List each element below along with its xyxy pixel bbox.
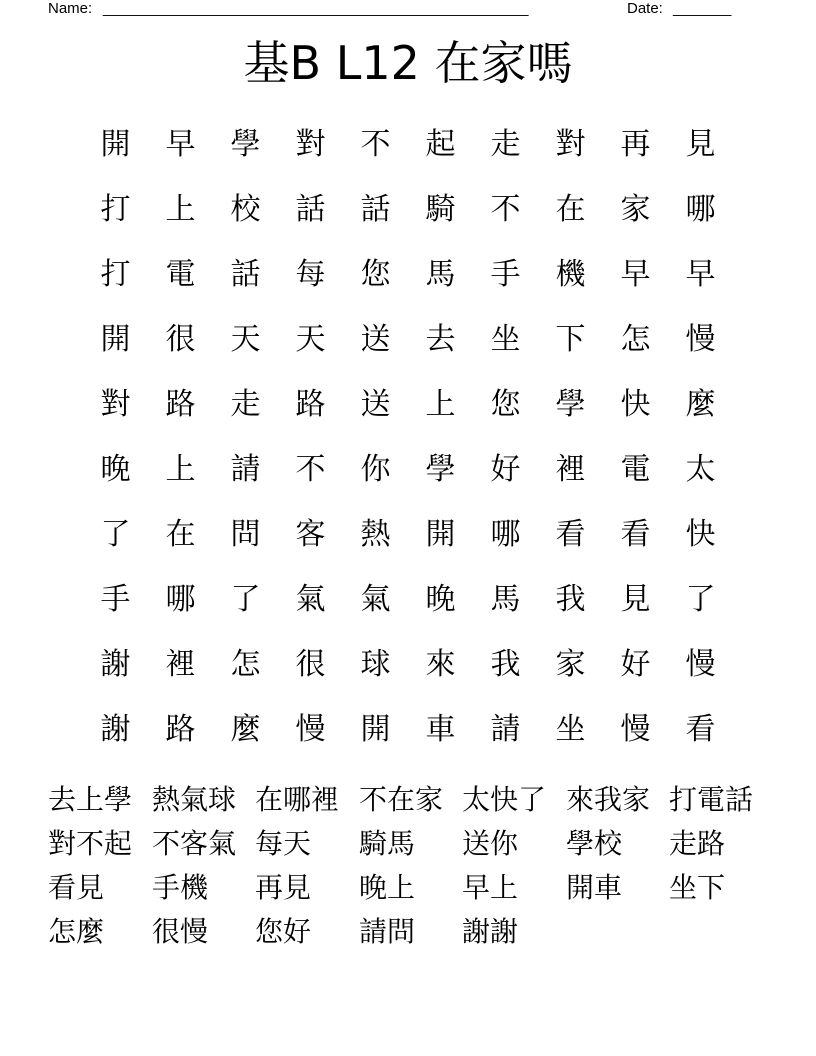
grid-cell: 了 (685, 582, 716, 617)
word-bank-item: 請問 (359, 915, 416, 948)
word-bank-item: 去上學 (48, 783, 133, 816)
grid-cell: 打 (100, 257, 131, 292)
grid-cell: 學 (425, 452, 456, 487)
name-date-header (48, 0, 748, 20)
word-bank-item: 每天 (255, 827, 312, 860)
grid-cell: 不 (490, 192, 521, 227)
word-bank-item: 熱氣球 (152, 783, 237, 816)
grid-cell: 路 (165, 712, 196, 747)
grid-cell: 慢 (685, 322, 716, 357)
grid-cell: 裡 (555, 452, 586, 487)
grid-cell: 你 (360, 452, 391, 487)
grid-cell: 哪 (165, 582, 196, 617)
grid-row (0, 242, 816, 307)
date-label: Date: (627, 0, 663, 17)
word-bank-item: 太快了 (462, 783, 547, 816)
grid-cell: 請 (230, 452, 261, 487)
grid-cell: 每 (295, 257, 326, 292)
grid-cell: 對 (100, 387, 131, 422)
grid-row (0, 567, 816, 632)
grid-cell: 您 (490, 387, 521, 422)
grid-cell: 家 (620, 192, 651, 227)
grid-cell: 學 (230, 127, 261, 162)
grid-cell: 哪 (685, 192, 716, 227)
grid-cell: 送 (360, 387, 391, 422)
grid-cell: 不 (295, 452, 326, 487)
grid-cell: 麼 (230, 712, 261, 747)
grid-cell: 車 (425, 712, 456, 747)
grid-cell: 路 (295, 387, 326, 422)
grid-cell: 見 (685, 127, 716, 162)
grid-cell: 謝 (100, 712, 131, 747)
word-bank-row (48, 822, 788, 866)
grid-cell: 裡 (165, 647, 196, 682)
grid-row (0, 372, 816, 437)
grid-cell: 氣 (360, 582, 391, 617)
word-bank-item: 對不起 (48, 827, 133, 860)
grid-cell: 氣 (295, 582, 326, 617)
grid-cell: 天 (295, 322, 326, 357)
grid-cell: 電 (620, 452, 651, 487)
grid-cell: 看 (620, 517, 651, 552)
grid-cell: 電 (165, 257, 196, 292)
grid-cell: 慢 (295, 712, 326, 747)
word-bank-item: 再見 (255, 871, 312, 904)
grid-cell: 對 (555, 127, 586, 162)
word-bank (48, 778, 788, 958)
grid-cell: 去 (425, 322, 456, 357)
grid-cell: 開 (100, 127, 131, 162)
word-bank-row (48, 778, 788, 822)
grid-cell: 在 (555, 192, 586, 227)
grid-cell: 好 (490, 452, 521, 487)
grid-cell: 早 (165, 127, 196, 162)
grid-cell: 馬 (425, 257, 456, 292)
grid-cell: 坐 (490, 322, 521, 357)
word-bank-item: 開車 (566, 871, 623, 904)
word-bank-item: 打電話 (669, 783, 754, 816)
grid-cell: 早 (685, 257, 716, 292)
grid-cell: 上 (425, 387, 456, 422)
grid-cell: 開 (360, 712, 391, 747)
word-bank-item: 您好 (255, 915, 312, 948)
grid-cell: 校 (230, 192, 261, 227)
grid-cell: 了 (230, 582, 261, 617)
grid-cell: 球 (360, 647, 391, 682)
word-bank-item: 很慢 (152, 915, 209, 948)
grid-cell: 學 (555, 387, 586, 422)
word-bank-item: 送你 (462, 827, 519, 860)
grid-cell: 太 (685, 452, 716, 487)
grid-row (0, 697, 816, 762)
grid-cell: 很 (295, 647, 326, 682)
grid-cell: 天 (230, 322, 261, 357)
grid-cell: 馬 (490, 582, 521, 617)
word-bank-item: 晚上 (359, 871, 416, 904)
grid-cell: 我 (555, 582, 586, 617)
grid-cell: 麼 (685, 387, 716, 422)
grid-cell: 來 (425, 647, 456, 682)
grid-cell: 快 (620, 387, 651, 422)
grid-row (0, 307, 816, 372)
grid-cell: 看 (555, 517, 586, 552)
grid-cell: 謝 (100, 647, 131, 682)
grid-cell: 走 (490, 127, 521, 162)
word-bank-item: 怎麼 (48, 915, 105, 948)
grid-cell: 好 (620, 647, 651, 682)
grid-cell: 早 (620, 257, 651, 292)
grid-cell: 坐 (555, 712, 586, 747)
grid-cell: 打 (100, 192, 131, 227)
word-bank-item: 坐下 (669, 871, 726, 904)
grid-cell: 走 (230, 387, 261, 422)
grid-cell: 很 (165, 322, 196, 357)
word-bank-item: 在哪裡 (255, 783, 340, 816)
word-search-grid (0, 112, 816, 762)
word-bank-item: 學校 (566, 827, 623, 860)
grid-cell: 手 (490, 257, 521, 292)
word-bank-item: 不在家 (359, 783, 444, 816)
date-blank-line: _______ (673, 0, 732, 17)
grid-cell: 開 (425, 517, 456, 552)
word-bank-item: 走路 (669, 827, 726, 860)
grid-cell: 上 (165, 192, 196, 227)
grid-cell: 起 (425, 127, 456, 162)
grid-cell: 請 (490, 712, 521, 747)
grid-cell: 家 (555, 647, 586, 682)
word-bank-item: 手機 (152, 871, 209, 904)
grid-row (0, 437, 816, 502)
grid-cell: 怎 (230, 647, 261, 682)
word-bank-row (48, 910, 788, 954)
grid-row (0, 502, 816, 567)
grid-cell: 路 (165, 387, 196, 422)
grid-cell: 再 (620, 127, 651, 162)
grid-cell: 怎 (620, 322, 651, 357)
word-bank-item: 不客氣 (152, 827, 237, 860)
name-label: Name: (48, 0, 93, 17)
grid-cell: 慢 (620, 712, 651, 747)
name-blank-line: ___________________________________________________ (103, 0, 529, 17)
grid-cell: 騎 (425, 192, 456, 227)
grid-cell: 送 (360, 322, 391, 357)
grid-cell: 話 (230, 257, 261, 292)
grid-cell: 客 (295, 517, 326, 552)
grid-cell: 我 (490, 647, 521, 682)
grid-cell: 話 (360, 192, 391, 227)
grid-cell: 您 (360, 257, 391, 292)
word-bank-item: 早上 (462, 871, 519, 904)
grid-cell: 在 (165, 517, 196, 552)
grid-cell: 開 (100, 322, 131, 357)
grid-cell: 手 (100, 582, 131, 617)
grid-cell: 看 (685, 712, 716, 747)
worksheet-title: 基B L12 在家嗎 (243, 36, 573, 90)
grid-row (0, 632, 816, 697)
grid-cell: 見 (620, 582, 651, 617)
grid-cell: 對 (295, 127, 326, 162)
grid-cell: 上 (165, 452, 196, 487)
grid-row (0, 177, 816, 242)
word-bank-item: 看見 (48, 871, 105, 904)
grid-cell: 了 (100, 517, 131, 552)
grid-cell: 不 (360, 127, 391, 162)
word-bank-item: 謝謝 (462, 915, 519, 948)
grid-cell: 熱 (360, 517, 391, 552)
grid-cell: 哪 (490, 517, 521, 552)
word-bank-row (48, 866, 788, 910)
grid-cell: 快 (685, 517, 716, 552)
grid-cell: 話 (295, 192, 326, 227)
grid-row (0, 112, 816, 177)
grid-cell: 問 (230, 517, 261, 552)
grid-cell: 慢 (685, 647, 716, 682)
grid-cell: 晚 (100, 452, 131, 487)
grid-cell: 機 (555, 257, 586, 292)
word-bank-item: 來我家 (566, 783, 651, 816)
grid-cell: 晚 (425, 582, 456, 617)
word-bank-item: 騎馬 (359, 827, 416, 860)
grid-cell: 下 (555, 322, 586, 357)
